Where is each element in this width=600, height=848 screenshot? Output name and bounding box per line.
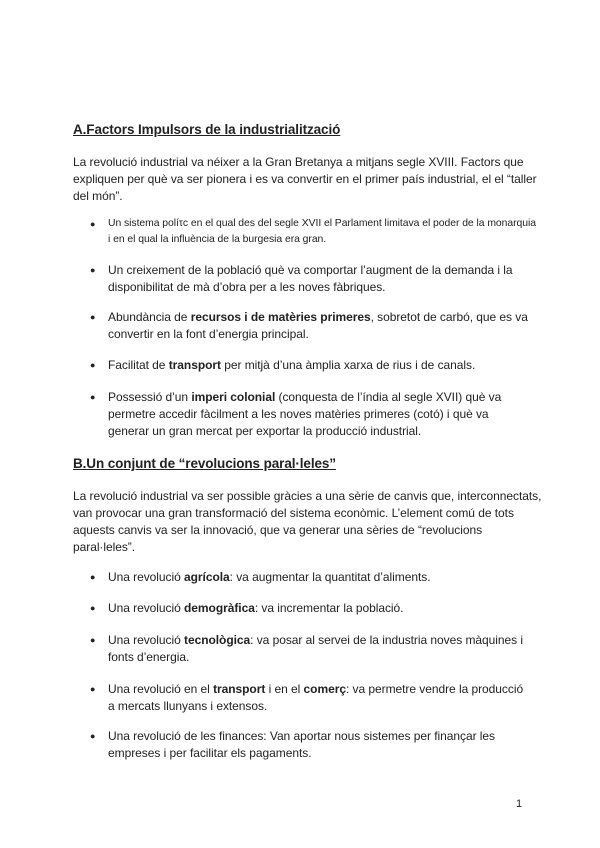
section-a-heading: A.Factors Impulsors de la industrialització	[73, 122, 341, 137]
list-item	[90, 681, 528, 715]
list-item-text: Un sistema políτc en el qual des del segle XVII el Parlament limitava el poder de la monarquia i en el qual la influència de la burgesia era gran.	[108, 218, 536, 245]
list-item-text: Abundància de recursos i de matèries primeres, sobretot de carbó, que es va convertir en la font d’energia principal.	[108, 310, 528, 341]
list-item-text: Un creixement de la població què va comportar l’augment de la demanda i la disponibilitat de mà d’obra per a les noves fàbriques.	[108, 263, 513, 294]
bullet-icon: ●	[90, 312, 96, 322]
section-b-intro: La revolució industrial va ser possible gràcies a una sèrie de canvis que, interconnectats, van provocar una gran transformació del sistema econòmic. L’element comú de tots aquests canvis va ser la innovació, que va generar una sèries de “revolucions paral·leles”.	[73, 489, 542, 554]
list-item-text: Facilitat de transport per mitjà d’una àmplia xarxa de rius i de canals.	[108, 358, 476, 372]
list-item	[90, 309, 528, 343]
bullet-icon: ●	[90, 265, 96, 275]
bullet-icon: ●	[90, 635, 96, 645]
list-item	[90, 357, 528, 374]
list-item	[90, 569, 528, 586]
bullet-icon: ●	[90, 731, 96, 741]
list-item-text: Una revolució de les finances: Van aportar nous sistemes per finançar les empreses i per facilitar els pagaments.	[108, 729, 496, 760]
list-item	[90, 389, 528, 440]
bullet-icon: ●	[90, 684, 96, 694]
list-item	[90, 600, 528, 617]
list-item-text: Una revolució tecnològica: va posar al servei de la industria noves màquines i fonts d’energia.	[108, 633, 523, 664]
bullet-icon: ●	[90, 572, 96, 582]
list-item	[90, 632, 528, 666]
bullet-icon: ●	[90, 603, 96, 613]
section-b-heading: B.Un conjunt de “revolucions paral·leles”	[73, 456, 336, 471]
list-item	[90, 728, 528, 762]
page-number: 1	[516, 798, 523, 810]
list-item-text: Una revolució demogràfica: va incrementar la població.	[108, 601, 404, 615]
bullet-icon: ●	[90, 360, 96, 370]
list-item-text: Una revolució agrícola: va augmentar la quantitat d’aliments.	[108, 570, 431, 584]
bullet-icon: ●	[90, 219, 96, 229]
list-item	[90, 262, 528, 296]
list-item	[90, 216, 538, 248]
bullet-icon: ●	[90, 392, 96, 402]
section-a-intro: La revolució industrial va néixer a la Gran Bretanya a mitjans segle XVIII. Factors que expliquen per què va ser pionera i es va convertir en el primer país industrial, el el “taller del món”.	[73, 155, 537, 203]
list-item-text: Una revolució en el transport i en el comerç: va permetre vendre la producció a mercats llunyans i extensos.	[108, 682, 524, 713]
list-item-text: Possessió d’un imperi colonial (conquesta de l’índia al segle XVII) què va permetre accedir fàcilment a les noves matèries primeres (cotó) i què va generar un gran mercat per exportar la producció industrial.	[108, 390, 502, 438]
